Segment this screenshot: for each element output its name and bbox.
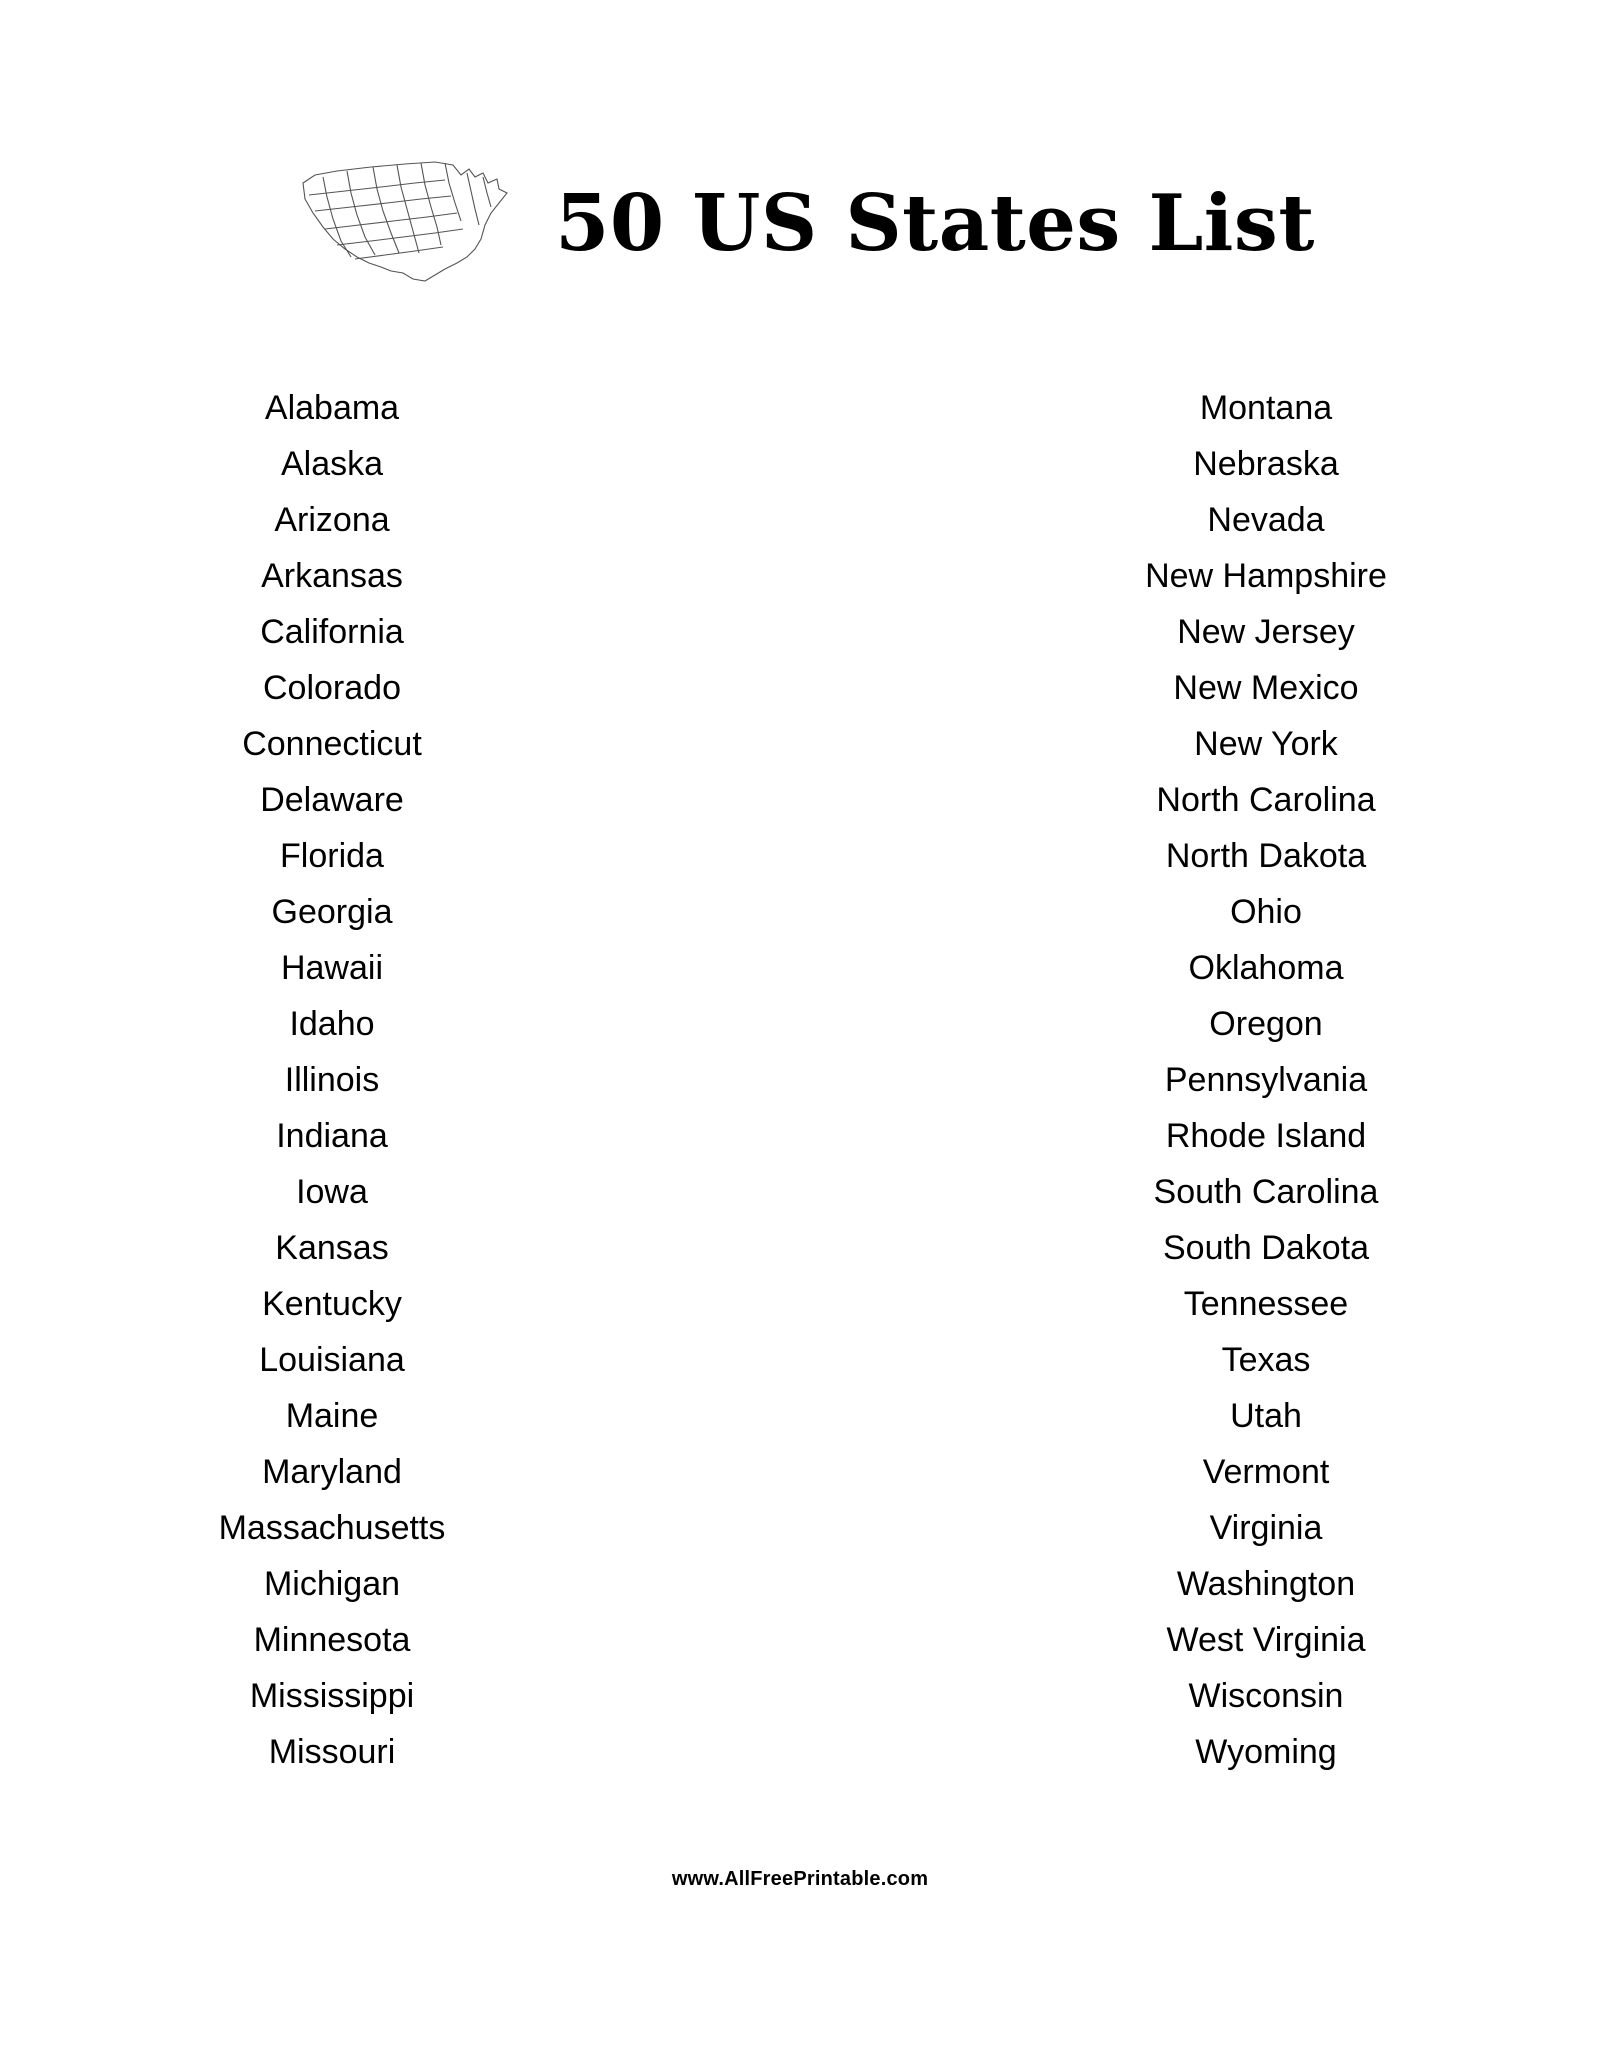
list-item: Delaware xyxy=(260,781,404,819)
list-item: Hawaii xyxy=(280,949,384,987)
list-item: Utah xyxy=(1230,1397,1302,1435)
list-item: Georgia xyxy=(271,893,393,931)
list-item: Oregon xyxy=(1209,1005,1323,1043)
list-item: Kentucky xyxy=(262,1285,402,1323)
list-item: South Carolina xyxy=(1153,1173,1379,1211)
page-footer xyxy=(0,1868,1600,1891)
list-item: Arkansas xyxy=(261,557,403,595)
list-item: Virginia xyxy=(1209,1509,1323,1547)
states-list-right xyxy=(800,380,1600,1780)
list-item: Pennsylvania xyxy=(1164,1061,1368,1099)
states-list-left xyxy=(0,380,800,1780)
list-item: Louisiana xyxy=(259,1341,405,1379)
list-item: Montana xyxy=(1199,389,1333,427)
page-header xyxy=(0,148,1600,308)
list-item: North Dakota xyxy=(1165,837,1367,875)
list-item: Oklahoma xyxy=(1188,949,1344,987)
list-item: Florida xyxy=(280,837,384,875)
list-item: Missouri xyxy=(268,1733,396,1771)
list-item: North Carolina xyxy=(1156,781,1376,819)
list-item: Indiana xyxy=(276,1117,388,1155)
footer-website-text: www.AllFreePrintable.com xyxy=(671,1868,929,1890)
states-column-right xyxy=(800,380,1600,1780)
page-title: 50 US States List xyxy=(555,178,1315,269)
list-item: Idaho xyxy=(289,1005,375,1043)
states-list xyxy=(0,380,1600,1780)
list-item: Maryland xyxy=(262,1453,402,1491)
list-item: California xyxy=(260,613,404,651)
list-item: New Hampshire xyxy=(1145,557,1387,595)
list-item: Texas xyxy=(1221,1341,1311,1379)
list-item: West Virginia xyxy=(1166,1621,1366,1659)
list-item: Maine xyxy=(285,1397,379,1435)
list-item: Rhode Island xyxy=(1165,1117,1367,1155)
list-item: Colorado xyxy=(263,669,401,707)
list-item: Arizona xyxy=(274,501,390,539)
list-item: Nevada xyxy=(1207,501,1325,539)
list-item: Wyoming xyxy=(1195,1733,1337,1771)
list-item: Vermont xyxy=(1202,1453,1330,1491)
list-item: Tennessee xyxy=(1183,1285,1349,1323)
list-item: Minnesota xyxy=(253,1621,411,1659)
list-item: Nebraska xyxy=(1193,445,1339,483)
list-item: New York xyxy=(1194,725,1338,763)
list-item: Iowa xyxy=(296,1173,368,1211)
list-item: New Mexico xyxy=(1173,669,1359,707)
list-item: Ohio xyxy=(1230,893,1302,931)
list-item: Michigan xyxy=(263,1565,401,1603)
list-item: Wisconsin xyxy=(1188,1677,1344,1715)
list-item: Mississippi xyxy=(249,1677,415,1715)
list-item: Connecticut xyxy=(242,725,422,763)
us-map-outline-icon xyxy=(285,153,515,303)
list-item: Washington xyxy=(1176,1565,1356,1603)
list-item: Kansas xyxy=(275,1229,389,1267)
states-column-left xyxy=(0,380,800,1780)
list-item: Massachusetts xyxy=(218,1509,446,1547)
list-item: Illinois xyxy=(284,1061,380,1099)
list-item: Alabama xyxy=(264,389,400,427)
list-item: South Dakota xyxy=(1162,1229,1370,1267)
list-item: Alaska xyxy=(280,445,384,483)
list-item: New Jersey xyxy=(1177,613,1355,651)
